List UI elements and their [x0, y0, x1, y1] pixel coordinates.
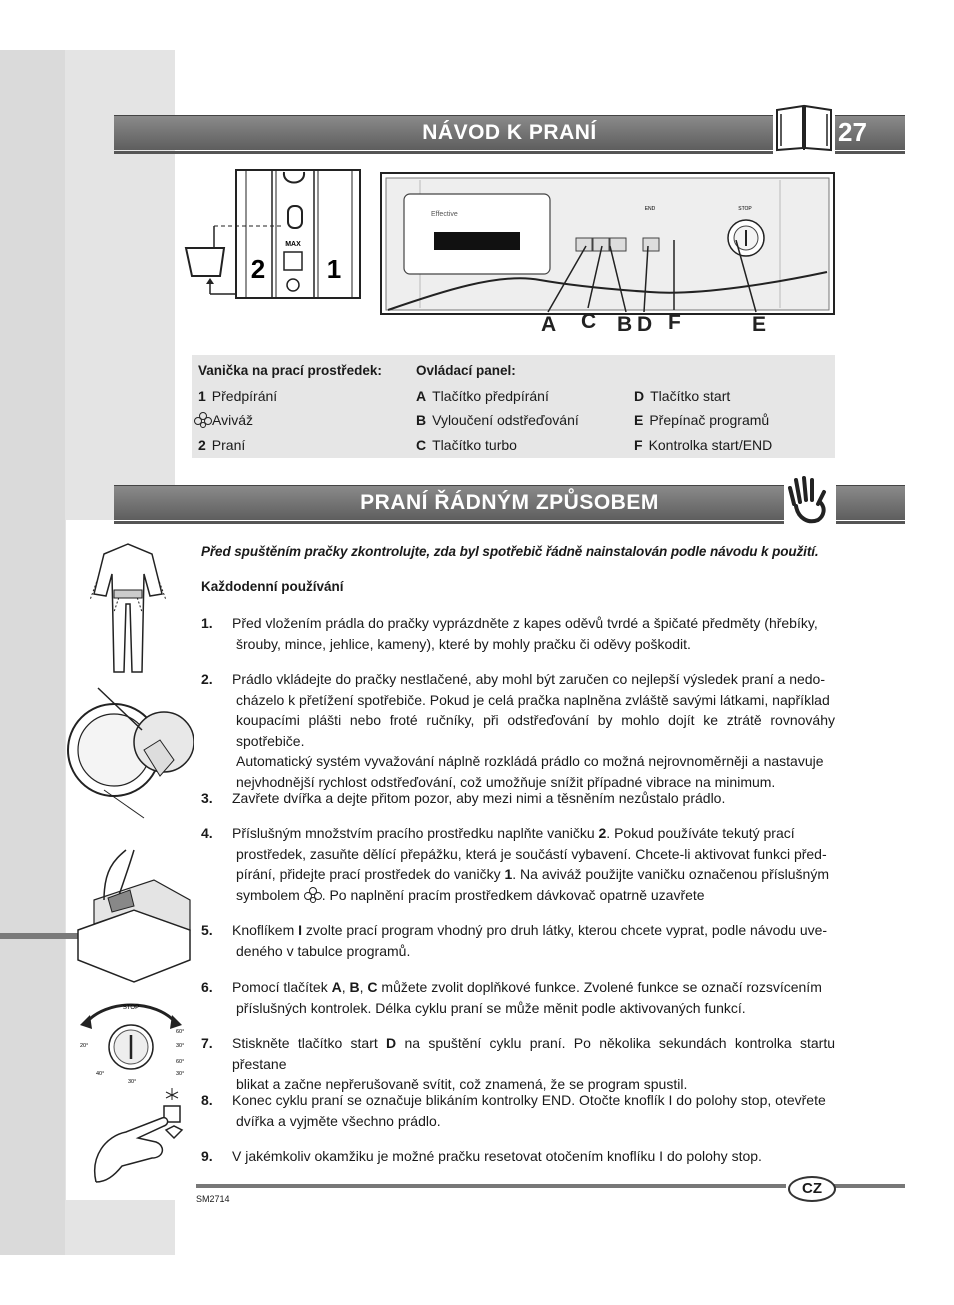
- page-number: 27: [838, 117, 867, 147]
- legend-item: Aviváž: [194, 412, 253, 428]
- drawer-max-mark: MAX: [285, 241, 301, 248]
- book-icon: [773, 102, 835, 154]
- svg-text:30°: 30°: [176, 1071, 185, 1077]
- daily-use-heading: Každodenní používání: [201, 579, 344, 594]
- door-loading-illustration: [64, 680, 194, 820]
- section-title: NÁVOD K PRANÍ: [422, 121, 597, 144]
- step-1: 1. Před vložením prádla do pračky vyprázdněte z kapes oděvů tvrdé a špičaté předměty (hřebíky, šrouby, mince, jehlice, kameny), které by mohly pračku či oděvy poškodit.: [201, 615, 818, 652]
- intro-text: Před spuštěním pračky zkontrolujte, zda byl spotřebič řádně nainstalován podle návodu k použití.: [201, 544, 819, 559]
- legend-box: [192, 355, 835, 458]
- softener-flower-icon: [304, 887, 322, 903]
- step-2: 2. Prádlo vkládejte do pračky nestlačené, aby mohl být zaručen co nejlepší výsledek praní a nedo- cházelo k přetížení spotřebiče. Pokud je celá pračka naplněna zvláště savými látkami, například koupacími plášti nebo froté ručníky, při odstřeďování by mohlo dojít ke ztrátě rovnováhy spotřebiče. Automatický systém vyvažování náplně rozkládá prádlo co možná nejrovnoměrněji a nastavuje nejvhodnější rychlost odstřeďování, což umožňuje snížit případné vibrace na minimum.: [201, 671, 835, 790]
- step-9: 9. V jakémkoliv okamžiku je možné pračku resetovat otočením knoflíku I do polohy stop.: [201, 1148, 762, 1164]
- footer-rule: [196, 1184, 786, 1188]
- step-7: 7. Stiskněte tlačítko start D na spuštění cyklu praní. Po několika sekundách kontrolka startu přestane blikat a začne nepřerušovaně svítit, což znamená, že se program spustil.: [201, 1035, 835, 1092]
- legend-item: 1 Předpírání: [198, 388, 278, 404]
- program-dial-illustration: [76, 993, 186, 1089]
- hand-icon: [784, 474, 836, 526]
- label-leader-lines: [540, 240, 770, 320]
- divider-stub: [0, 933, 78, 939]
- legend-item: D Tlačítko start: [634, 388, 731, 404]
- panel-brand: Effective: [431, 211, 458, 218]
- svg-text:60°: 60°: [176, 1059, 185, 1065]
- label-a: A: [541, 313, 557, 336]
- language-badge: CZ: [788, 1176, 836, 1202]
- step-3: 3. Zavřete dvířka a dejte přitom pozor, aby mezi nimi a těsněním nezůstalo prádlo.: [201, 790, 726, 806]
- detergent-drawer-illustration: [74, 840, 194, 990]
- start-button-press-illustration: [86, 1086, 190, 1184]
- svg-text:30°: 30°: [176, 1043, 185, 1049]
- legend-item: 2 Praní: [198, 437, 246, 453]
- step-4: 4. Příslušným množstvím pracího prostředku naplňte vaničku 2. Pokud používáte tekutý prací prostředek, zasuňte dělící přepážku, která je součástí vybavení. Chcete-li aktivovat funkci před- pírání, přidejte prací prostředek do vaničky 1. Na aviváž použijte vaničku označenou příslušným symbolem . Po naplnění pracím prostředkem dávkovač opatrně uzavřete: [201, 825, 829, 903]
- section-title: PRANÍ ŘÁDNÝM ZPŮSOBEM: [360, 491, 659, 514]
- softener-flower-icon: [194, 412, 212, 428]
- panel-end-label: END: [644, 206, 656, 212]
- label-d: D: [637, 313, 653, 336]
- step-5: 5. Knoflíkem I zvolte prací program vhodný pro druh látky, kterou chcete vyprat, podle návodu uve- deného v tabulce programů.: [201, 922, 828, 959]
- legend-item: A Tlačítko předpírání: [416, 388, 549, 404]
- legend-drawer-header: Vanička na prací prostředek:: [198, 363, 382, 378]
- drawer-compartment-2: 2: [250, 254, 266, 284]
- drawer-compartment-1: 1: [326, 254, 342, 284]
- label-b: B: [617, 313, 633, 336]
- footer-rule: [830, 1184, 905, 1188]
- trouser-pockets-illustration: [84, 534, 174, 674]
- detergent-drawer-diagram: [184, 168, 372, 303]
- svg-text:30°: 30°: [128, 1079, 137, 1085]
- svg-text:20°: 20°: [80, 1043, 89, 1049]
- label-e: E: [752, 313, 767, 336]
- label-f: F: [668, 311, 681, 334]
- svg-text:40°: 40°: [96, 1071, 105, 1077]
- legend-item: E Přepínač programů: [634, 412, 770, 428]
- dial-stop-label: STOP: [122, 1005, 140, 1011]
- panel-stop-label: STOP: [738, 206, 752, 212]
- legend-item: C Tlačítko turbo: [416, 437, 517, 453]
- label-c: C: [581, 310, 597, 333]
- document-code: SM2714: [196, 1194, 230, 1204]
- legend-item: B Vyloučení odstřeďování: [416, 412, 579, 428]
- step-6: 6. Pomocí tlačítek A, B, C můžete zvolit doplňkové funkce. Zvolené funkce se označí rozsvícením příslušných kontrolek. Délka cyklu praní se může měnit podle aktivovaných funkcí.: [201, 979, 822, 1016]
- step-8: 8. Konec cyklu praní se označuje blikáním kontrolky END. Otočte knoflík I do polohy stop, otevřete dvířka a vyjměte všechno prádlo.: [201, 1092, 826, 1129]
- legend-panel-header: Ovládací panel:: [416, 363, 516, 378]
- left-margin-inner: [0, 50, 65, 1255]
- svg-text:60°: 60°: [176, 1029, 185, 1035]
- legend-item: F Kontrolka start/END: [634, 437, 773, 453]
